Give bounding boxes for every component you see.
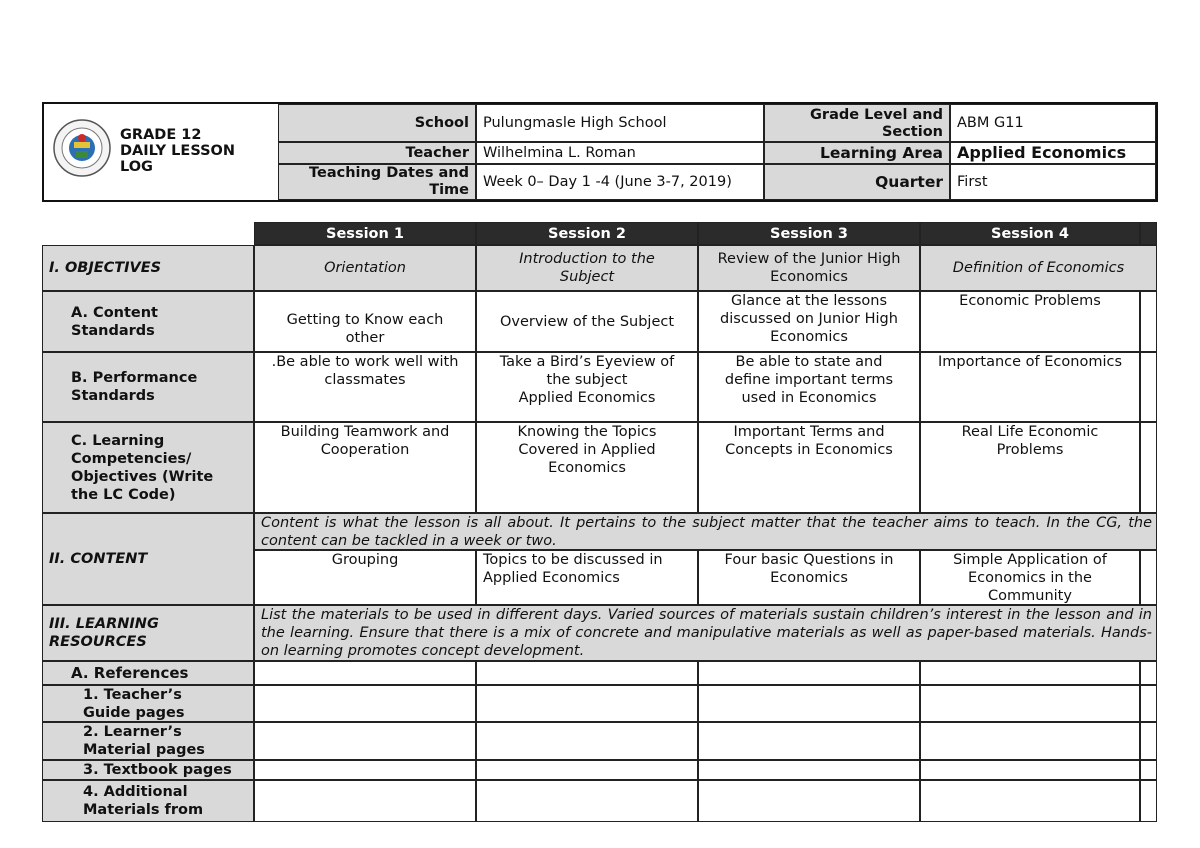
content-standard-filler	[1140, 291, 1157, 352]
objective-session-2: Introduction to the Subject	[476, 245, 698, 291]
content-label: II. CONTENT	[42, 513, 254, 605]
references-session-2	[476, 661, 698, 685]
textbook-pages-session-2	[476, 760, 698, 780]
learning-area-label: Learning Area	[764, 142, 950, 164]
additional-materials-session-1	[254, 780, 476, 822]
additional-materials-session-4	[920, 780, 1140, 822]
session-header-filler	[1140, 222, 1157, 245]
learners-material-session-2	[476, 722, 698, 760]
objective-session-1: Orientation	[254, 245, 476, 291]
objectives-label: I. OBJECTIVES	[42, 245, 254, 291]
school-label: School	[278, 104, 476, 142]
content-standards-label: A. Content Standards	[42, 291, 254, 352]
competency-session-3: Important Terms and Concepts in Economics	[698, 422, 920, 513]
session-1-header: Session 1	[254, 222, 476, 245]
teacher-label: Teacher	[278, 142, 476, 164]
learning-resources-note: List the materials to be used in different days. Varied sources of materials sustain children’s interest in the lesson and in the learning. Ensure that there is a mix of concrete and manipulative materials as well as paper-based materials. Hands-on learning promotes concept development.	[254, 605, 1157, 661]
competency-filler	[1140, 422, 1157, 513]
teachers-guide-session-3	[698, 685, 920, 722]
learners-material-label: 2. Learner’s Material pages	[42, 722, 254, 760]
content-standard-session-2: Overview of the Subject	[476, 291, 698, 352]
session-2-header: Session 2	[476, 222, 698, 245]
learners-material-session-4	[920, 722, 1140, 760]
content-note: Content is what the lesson is all about. It pertains to the subject matter that the teacher aims to teach. In the CG, the content can be tackled in a week or two.	[254, 513, 1157, 550]
teachers-guide-session-2	[476, 685, 698, 722]
textbook-pages-filler	[1140, 760, 1157, 780]
learning-resources-label: III. LEARNING RESOURCES	[42, 605, 254, 661]
log-title-line-3: LOG	[120, 159, 153, 175]
content-filler	[1140, 550, 1157, 605]
quarter-value: First	[950, 164, 1156, 200]
performance-standard-session-3: Be able to state and define important terms used in Economics	[698, 352, 920, 422]
teaching-dates-label-line-2: Time	[429, 182, 469, 198]
references-session-3	[698, 661, 920, 685]
textbook-pages-session-1	[254, 760, 476, 780]
grade-level-label	[764, 104, 950, 142]
teachers-guide-session-1	[254, 685, 476, 722]
textbook-pages-label: 3. Textbook pages	[42, 760, 254, 780]
references-label: A. References	[42, 661, 254, 685]
content-session-1: Grouping	[254, 550, 476, 605]
competency-session-4: Real Life Economic Problems	[920, 422, 1140, 513]
content-session-3: Four basic Questions in Economics	[698, 550, 920, 605]
references-session-4	[920, 661, 1140, 685]
teaching-dates-label-line-1: Teaching Dates and	[309, 165, 469, 181]
teachers-guide-filler	[1140, 685, 1157, 722]
content-session-2: Topics to be discussed in Applied Economics	[476, 550, 698, 605]
teaching-dates-label	[278, 164, 476, 200]
grade-level-value: ABM G11	[950, 104, 1156, 142]
learners-material-session-1	[254, 722, 476, 760]
teaching-dates-value: Week 0– Day 1 -4 (June 3-7, 2019)	[476, 164, 764, 200]
additional-materials-session-3	[698, 780, 920, 822]
performance-standard-session-2	[476, 352, 698, 422]
content-standard-session-1: Getting to Know each other	[254, 291, 476, 352]
log-title	[120, 126, 270, 176]
grade-level-label-line-1: Grade Level and	[810, 107, 943, 123]
competency-session-2: Knowing the Topics Covered in Applied Economics	[476, 422, 698, 513]
teachers-guide-session-4	[920, 685, 1140, 722]
teacher-value: Wilhelmina L. Roman	[476, 142, 764, 164]
performance-standard-session-2-line-2: Applied Economics	[518, 390, 656, 406]
learners-material-session-3	[698, 722, 920, 760]
content-session-4: Simple Application of Economics in the Community	[920, 550, 1140, 605]
teachers-guide-label: 1. Teacher’s Guide pages	[42, 685, 254, 722]
objective-session-3: Review of the Junior High Economics	[698, 245, 920, 291]
quarter-label: Quarter	[764, 164, 950, 200]
additional-materials-label: 4. Additional Materials from	[42, 780, 254, 822]
objective-session-4: Definition of Economics	[920, 245, 1157, 291]
performance-standards-label: B. Performance Standards	[42, 352, 254, 422]
competencies-label: C. Learning Competencies/ Objectives (Write the LC Code)	[42, 422, 254, 513]
performance-standard-filler	[1140, 352, 1157, 422]
content-standard-session-4: Economic Problems	[920, 291, 1140, 352]
competency-session-1: Building Teamwork and Cooperation	[254, 422, 476, 513]
textbook-pages-session-3	[698, 760, 920, 780]
session-4-header: Session 4	[920, 222, 1140, 245]
school-value: Pulungmasle High School	[476, 104, 764, 142]
performance-standard-session-2-line-1: Take a Bird’s Eyeview of the subject	[499, 354, 675, 388]
additional-materials-session-2	[476, 780, 698, 822]
references-session-1	[254, 661, 476, 685]
performance-standard-session-1: .Be able to work well with classmates	[254, 352, 476, 422]
content-standard-session-3: Glance at the lessons discussed on Junior High Economics	[698, 291, 920, 352]
textbook-pages-session-4	[920, 760, 1140, 780]
school-seal-logo	[52, 118, 112, 178]
session-3-header: Session 3	[698, 222, 920, 245]
performance-standard-session-4: Importance of Economics	[920, 352, 1140, 422]
references-filler	[1140, 661, 1157, 685]
log-title-line-2: DAILY LESSON	[120, 143, 236, 159]
learning-area-value: Applied Economics	[950, 142, 1156, 164]
additional-materials-filler	[1140, 780, 1157, 822]
log-title-line-1: GRADE 12	[120, 127, 202, 143]
learners-material-filler	[1140, 722, 1157, 760]
grade-level-label-line-2: Section	[881, 124, 943, 140]
